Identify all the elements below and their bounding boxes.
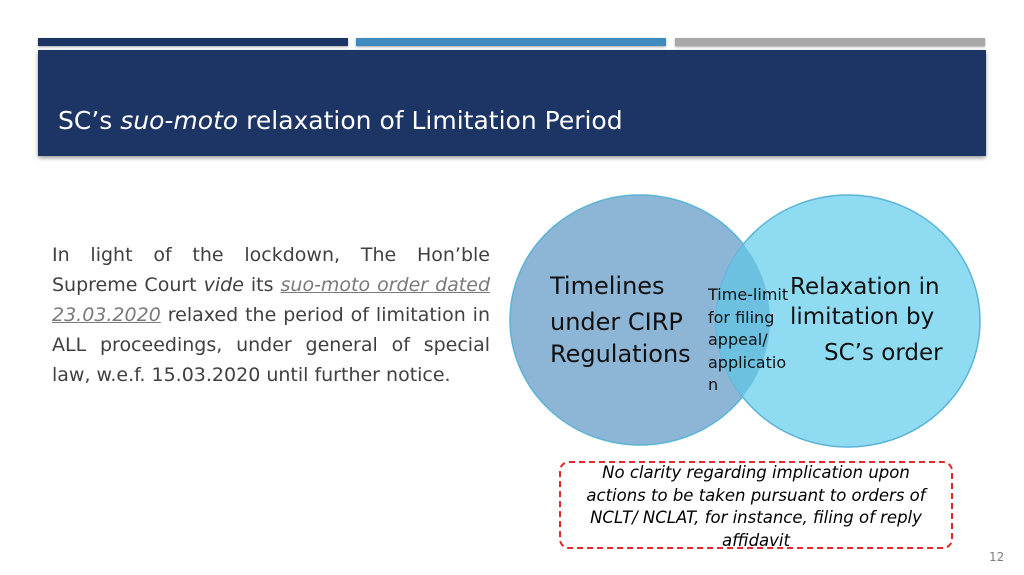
venn-overlap-label: Time-limit for filing appeal/ applicatio n xyxy=(708,285,789,394)
body-paragraph: In light of the lockdown, The Hon’ble Supreme Court vide its suo-moto order dated 23.03.2020 relaxed the period of limitation in ALL proceedings, under general of special law, w.e.f. 15.03.2020 until further notice. xyxy=(52,244,490,386)
page-number: 12 xyxy=(989,550,1005,564)
note-text: No clarity regarding implication upon actions to be taken pursuant to orders of NCLT/ NCLAT, for instance, filing of reply affidavit xyxy=(586,463,926,550)
venn-right-label: Relaxation in limitation by SC’s order xyxy=(790,274,943,366)
slide-title: SC’s suo-moto relaxation of Limitation Period xyxy=(58,106,623,135)
venn-left-label: Timelines under CIRP Regulations xyxy=(550,272,691,368)
order-link[interactable]: suo-moto order dated 23.03.2020 xyxy=(52,274,490,326)
